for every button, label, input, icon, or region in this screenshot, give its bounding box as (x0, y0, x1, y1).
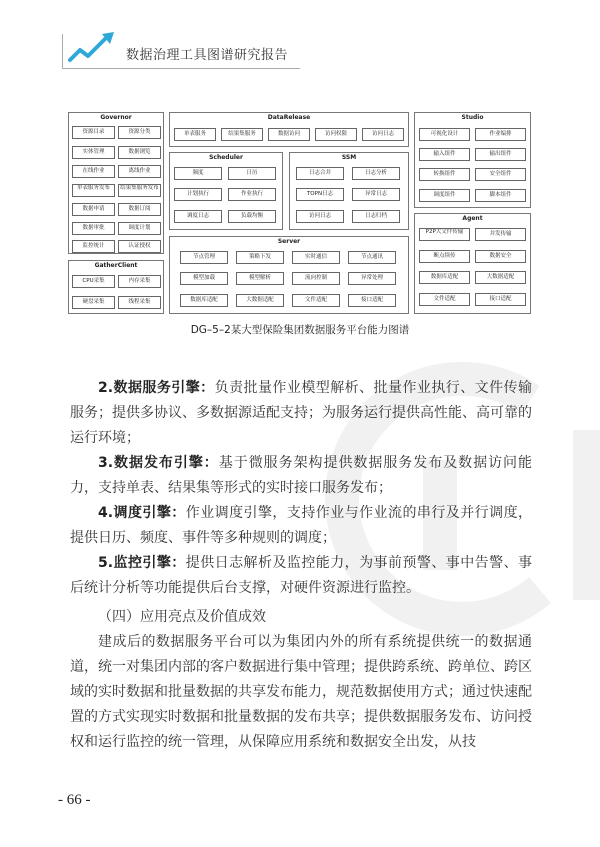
module-box: 异常处理 (348, 272, 396, 285)
module-box: 线程采集 (118, 296, 161, 309)
module-box: 并发传输 (475, 228, 526, 241)
module-box: 结果集服务发布 (118, 184, 161, 197)
module-box: 结果集服务 (221, 128, 263, 141)
module-box: 数据访问 (268, 128, 310, 141)
module-box: P2P大文件传输 (419, 228, 470, 241)
module-box: 日志分析 (352, 167, 400, 180)
panel-title: DataRelease (267, 114, 311, 121)
module-box: 资源分类 (118, 126, 161, 139)
module-box: 模型解析 (236, 272, 284, 285)
module-box: 调度计划 (118, 222, 161, 235)
paragraph-label: 5.监控引擎： (98, 555, 186, 571)
module-box: 单表服务 (174, 128, 216, 141)
module-box: 频度 (174, 167, 222, 180)
paragraph-scheduler-engine (70, 501, 532, 551)
module-box: 数据审批 (72, 222, 115, 235)
module-box: 大数据适配 (475, 271, 526, 284)
module-box: 模型加载 (180, 272, 228, 285)
module-box: 输入组件 (419, 148, 470, 161)
module-box: 数据订阅 (118, 203, 161, 216)
section-heading: （四）应用亮点及价值成效 (98, 609, 266, 625)
module-box: 实体管理 (72, 146, 115, 159)
module-box: 内存采集 (118, 275, 161, 288)
module-box: 接口适配 (348, 294, 396, 307)
module-box: 访问日志 (296, 210, 344, 223)
module-box: 输出组件 (475, 148, 526, 161)
trend-arrow-logo-icon (62, 30, 122, 70)
module-box: 安全组件 (475, 168, 526, 181)
paragraph-text: 作业调度引擎，支持作业与作业流的串行及并行调度，提供日历、频度、事件等多种规则的调度； (70, 505, 533, 546)
module-box: 离线作业 (118, 165, 161, 178)
figure-caption: DG–5–2某大型保险集团数据服务平台能力图谱 (190, 324, 410, 336)
module-box: 数据申请 (72, 203, 115, 216)
panel-title: Studio (461, 114, 484, 121)
module-box: 在线作业 (72, 165, 115, 178)
module-box: TOPN日志 (296, 188, 344, 201)
module-box: 数据浏览 (118, 146, 161, 159)
gatherclient-panel (68, 260, 164, 314)
module-box: 节点通讯 (348, 251, 396, 264)
module-box: 作业执行 (228, 188, 276, 201)
server-panel (169, 236, 409, 314)
module-box: 策略下发 (236, 251, 284, 264)
module-box: 节点管理 (180, 251, 228, 264)
panel-title: Agent (462, 215, 483, 222)
scheduler-panel (169, 152, 283, 230)
running-header-title: 数据治理工具图谱研究报告 (126, 48, 289, 63)
governor-panel (68, 112, 164, 254)
module-box: 硬盘采集 (72, 296, 115, 309)
paragraph-text: 基于微服务架构提供数据服务发布及数据访问能力，支持单表、结果集等形式的实时接口服务发布； (70, 455, 533, 496)
studio-panel (414, 112, 531, 208)
paragraph-label: 4.调度引擎： (98, 505, 186, 521)
module-box: 监控统计 (72, 240, 115, 253)
paragraph-text: 提供日志解析及监控能力，为事前预警、事中告警、事后统计分析等功能提供后台支撑，对硬件资源进行监控。 (70, 555, 533, 596)
module-box: 断点续传 (419, 250, 470, 263)
module-box: 转换组件 (419, 168, 470, 181)
module-box: 可视化设计 (419, 128, 470, 141)
ssm-panel (289, 152, 409, 230)
module-box: 异常日志 (352, 188, 400, 201)
module-box: 计划执行 (174, 188, 222, 201)
agent-panel (414, 213, 531, 314)
header-vertical-rule (62, 34, 63, 68)
panel-title: SSM (341, 154, 357, 161)
paragraph-text: 负责批量作业模型解析、批量作业执行、文件传输服务；提供多协议、多数据源适配支持；为服务运行提供高性能、高可靠的运行环境； (70, 380, 533, 446)
module-box: 负载均衡 (228, 210, 276, 223)
paragraph-label: 2.数据服务引擎： (98, 380, 215, 396)
module-box: 脚本组件 (475, 189, 526, 202)
paragraph-closing: 建成后的数据服务平台可以为集团内外的所有系统提供统一的数据通道，统一对集团内部的客户数据进行集中管理；提供跨系统、跨单位、跨区域的实时数据和批量数据的共享发布能力，规范数据使用方式；通过快速配置的方式实现实时数据和批量数据的发布共享；提供数据服务发布、访问授权和运行监控的统一管理，从保障应用系统和数据安全出发，从技 (70, 634, 532, 750)
paragraph-data-service-engine (70, 376, 532, 451)
module-box: 文件适配 (292, 294, 340, 307)
module-box: CPU采集 (72, 275, 115, 288)
module-box: 流向控制 (292, 272, 340, 285)
panel-title: GatherClient (94, 262, 138, 269)
module-box: 认证授权 (118, 240, 161, 253)
module-box: 访问日志 (362, 128, 404, 141)
module-box: 大数据适配 (236, 294, 284, 307)
page-number: - 66 - (58, 792, 91, 808)
datarelease-panel (169, 112, 409, 147)
capability-map-diagram (68, 112, 531, 316)
module-box: 数据安全 (475, 250, 526, 263)
module-box: 日志合并 (296, 167, 344, 180)
header-rule (62, 68, 300, 69)
module-box: 单表服务发布 (72, 184, 115, 197)
module-box: 调度日志 (174, 210, 222, 223)
module-box: 访问权限 (315, 128, 357, 141)
paragraph-monitor-engine (70, 551, 532, 601)
module-box: 数据库适配 (180, 294, 228, 307)
module-box: 文件适配 (419, 293, 470, 306)
panel-title: Governor (100, 114, 132, 121)
module-box: 作业编排 (475, 128, 526, 141)
module-box: 接口适配 (475, 293, 526, 306)
module-box: 调度组件 (419, 189, 470, 202)
panel-title: Server (277, 238, 301, 245)
module-box: 资源目录 (72, 126, 115, 139)
panel-title: Scheduler (209, 154, 243, 161)
paragraph-data-release-engine (70, 451, 532, 501)
module-box: 日志归档 (352, 210, 400, 223)
module-box: 日历 (228, 167, 276, 180)
module-box: 实时通信 (292, 251, 340, 264)
paragraph-label: 3.数据发布引擎： (98, 455, 219, 471)
module-box: 数据库适配 (419, 271, 470, 284)
